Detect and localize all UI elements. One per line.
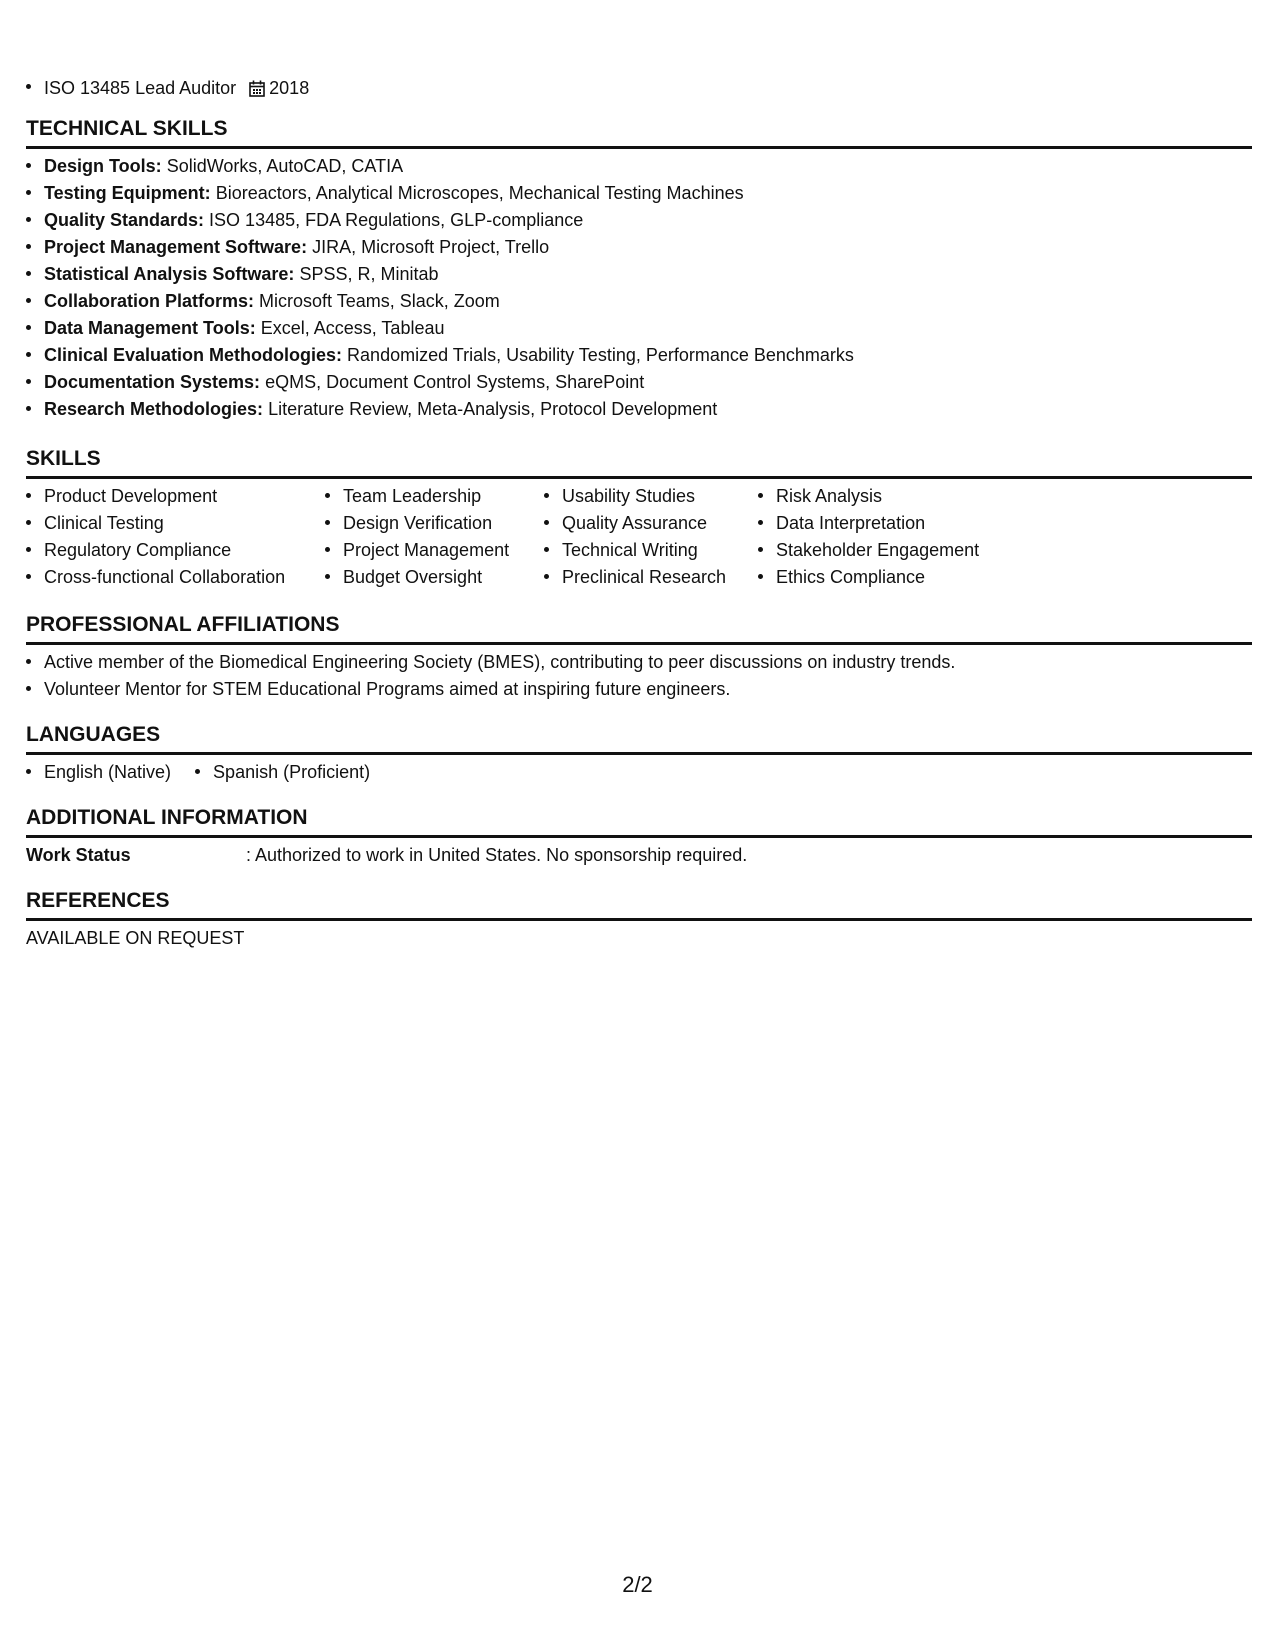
list-item: English (Native)	[26, 759, 171, 786]
list-item: Cross-functional Collaboration	[26, 564, 325, 591]
list-item: Active member of the Biomedical Engineering Society (BMES), contributing to peer discussions on industry trends.	[26, 649, 1252, 676]
list-item: Quality Assurance	[544, 510, 758, 537]
skills-column	[544, 483, 758, 591]
skills-grid	[26, 483, 1252, 591]
list-item: Volunteer Mentor for STEM Educational Programs aimed at inspiring future engineers.	[26, 676, 1252, 703]
certification-name: ISO 13485 Lead Auditor	[44, 78, 237, 98]
additional-info-section	[26, 806, 1252, 869]
skills-section	[26, 447, 1252, 591]
list-item: Technical Writing	[544, 537, 758, 564]
section-heading: PROFESSIONAL AFFILIATIONS	[26, 613, 1252, 645]
certification-year: 2018	[269, 78, 310, 98]
languages-section	[26, 723, 1252, 786]
list-item: Preclinical Research	[544, 564, 758, 591]
list-item: Team Leadership	[325, 483, 544, 510]
section-heading: TECHNICAL SKILLS	[26, 117, 1252, 149]
list-item: Collaboration Platforms: Microsoft Teams, Slack, Zoom	[26, 288, 1252, 315]
list-item: Design Verification	[325, 510, 544, 537]
list-item: Quality Standards: ISO 13485, FDA Regulations, GLP-compliance	[26, 207, 1252, 234]
list-item: Clinical Evaluation Methodologies: Randomized Trials, Usability Testing, Performance Benchmarks	[26, 342, 1252, 369]
list-item: Clinical Testing	[26, 510, 325, 537]
list-item: Data Interpretation	[758, 510, 1018, 537]
references-text: AVAILABLE ON REQUEST	[26, 928, 245, 948]
skills-column	[325, 483, 544, 591]
list-item: Testing Equipment: Bioreactors, Analytical Microscopes, Mechanical Testing Machines	[26, 180, 1252, 207]
work-status-row	[26, 842, 1252, 869]
page-number: 2/2	[622, 1572, 653, 1597]
list-item: Stakeholder Engagement	[758, 537, 1018, 564]
list-item: Usability Studies	[544, 483, 758, 510]
affiliations-section	[26, 613, 1252, 703]
technical-skills-list	[26, 153, 1252, 423]
list-item: Risk Analysis	[758, 483, 1018, 510]
certification-item	[26, 78, 309, 99]
list-item: Research Methodologies: Literature Review, Meta-Analysis, Protocol Development	[26, 396, 1252, 423]
work-status-label: Work Status	[26, 845, 131, 865]
section-heading: ADDITIONAL INFORMATION	[26, 806, 1252, 838]
affiliations-list	[26, 649, 1252, 703]
list-item: Ethics Compliance	[758, 564, 1018, 591]
list-item: Spanish (Proficient)	[195, 759, 370, 786]
list-item: Documentation Systems: eQMS, Document Control Systems, SharePoint	[26, 369, 1252, 396]
list-item: Design Tools: SolidWorks, AutoCAD, CATIA	[26, 153, 1252, 180]
list-item: Project Management Software: JIRA, Microsoft Project, Trello	[26, 234, 1252, 261]
section-heading: SKILLS	[26, 447, 1252, 479]
list-item: Data Management Tools: Excel, Access, Tableau	[26, 315, 1252, 342]
list-item: Statistical Analysis Software: SPSS, R, Minitab	[26, 261, 1252, 288]
skills-column	[26, 483, 325, 591]
section-heading: LANGUAGES	[26, 723, 1252, 755]
section-heading: REFERENCES	[26, 889, 1252, 921]
list-item: Budget Oversight	[325, 564, 544, 591]
languages-list	[26, 759, 1252, 786]
references-section	[26, 889, 1252, 952]
calendar-icon	[249, 80, 265, 97]
technical-skills-section	[26, 117, 1252, 423]
work-status-value: : Authorized to work in United States. No sponsorship required.	[246, 845, 748, 865]
list-item: Regulatory Compliance	[26, 537, 325, 564]
list-item: Project Management	[325, 537, 544, 564]
skills-column	[758, 483, 1018, 591]
list-item: Product Development	[26, 483, 325, 510]
